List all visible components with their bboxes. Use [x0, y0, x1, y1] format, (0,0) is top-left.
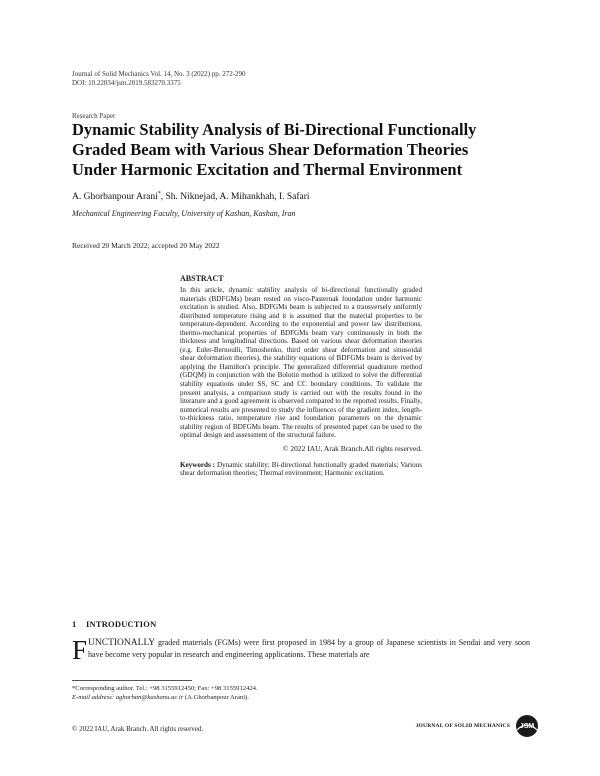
abstract-copyright: © 2022 IAU, Arak Branch.All rights reserved.	[282, 443, 422, 453]
title-line: Graded Beam with Various Shear Deformation Theories	[72, 140, 469, 159]
section-heading-introduction	[72, 619, 156, 629]
email-link[interactable]: aghorban@kashanu.ac.ir	[115, 694, 184, 701]
footer-copyright: © 2022 IAU, Arak Branch. All rights reserved.	[72, 725, 204, 733]
received-dates: Received 20 March 2022; accepted 20 May 2022	[72, 241, 220, 250]
affiliation: Mechanical Engineering Faculty, University of Kashan, Kashan, Iran	[72, 209, 296, 218]
introduction-paragraph	[72, 635, 530, 665]
email-line	[72, 693, 258, 702]
keywords-text: Dynamic stability; Bi-directional functionally graded materials; Various shear deformation theories; Thermal environment; Harmonic excitation.	[180, 460, 422, 478]
title-line: Dynamic Stability Analysis of Bi-Directional Functionally	[72, 120, 477, 139]
lead-word: UNCTIONALLY	[88, 638, 156, 648]
title-line: Under Harmonic Excitation and Thermal Environment	[72, 160, 463, 179]
section-number: 1	[72, 619, 77, 629]
email-owner: (A.Ghorbanpour Arani).	[184, 694, 249, 701]
abstract-heading: ABSTRACT	[180, 274, 224, 283]
logo-text: JSM	[519, 723, 535, 730]
corresponding-contact: *Corresponding author. Tel.: +98 3155912450; Fax: +98 3155912424.	[72, 685, 258, 692]
co-authors: , Sh. Niknejad, A. Mihankhah, I. Safari	[160, 192, 310, 203]
doi[interactable]: DOI: 10.22034/jsm.2019.583270.3375	[72, 79, 181, 87]
jsm-logo-icon	[514, 714, 540, 738]
keywords-label: Keywords :	[180, 460, 216, 469]
author-list	[72, 191, 310, 202]
footnote	[72, 684, 258, 702]
paper-type: Research Paper	[72, 112, 116, 120]
abstract-section	[180, 274, 422, 478]
email-label: E-mail address:	[72, 694, 115, 701]
section-title: INTRODUCTION	[86, 619, 157, 629]
drop-cap: F	[72, 635, 88, 665]
footer-journal-name: JOURNAL OF SOLID MECHANICS	[415, 723, 510, 729]
intro-text: graded materials (FGMs) were first proposed in 1984 by a group of Japanese scientists in Sendai and very soon have become very popular in research and engineering applications. These materials are	[88, 638, 530, 659]
paper-title	[72, 120, 542, 180]
corresponding-marker: *	[157, 191, 161, 197]
abstract-text: In this article, dynamic stability analysis of bi-directional functionally graded materials (BDFGMs) beam rested on visco-Pasternak foundation under harmonic excitation is studied. Also, BDFGMs beam is subjected to a transversely uniformly distributed temperature rising and it is assumed that the material properties to be temperature-dependent. According to the exponential and power law distributions, thermo-mechanical properties of BDFGMs beam vary continuously in both the thickness and longitudinal directions. Based on various shear deformation theories (e.g. Euler-Bernoulli, Timoshenko, third order shear deformation and sinusoidal shear deformation theories), the stability equations of BDFGMs beam is derived by applying the Hamilton's principle. The generalized differential quadrature method (GDQM) in conjunction with the Bolotin method is utilized to solve the differential stability equations under SS, SC and CC boundary conditions. To validate the present analysis, a comparison study is carried out with the results found in the literature and a good agreement is observed compared to the reported results. Finally, numerical results are presented to study the influences of the gradient index, length-to-thickness ratio, temperature rise and foundation parameters on the dynamic stability region of BDFGMs beam. The results of presented paper can be used to the optimal design and assessment of the structural failure.	[180, 286, 422, 440]
footnote-divider	[72, 680, 192, 681]
journal-citation: Journal of Solid Mechanics Vol. 14, No. 3 (2022) pp. 272-290	[72, 70, 246, 78]
keywords	[180, 461, 422, 478]
corresponding-author[interactable]: A. Ghorbanpour Arani	[72, 192, 158, 203]
